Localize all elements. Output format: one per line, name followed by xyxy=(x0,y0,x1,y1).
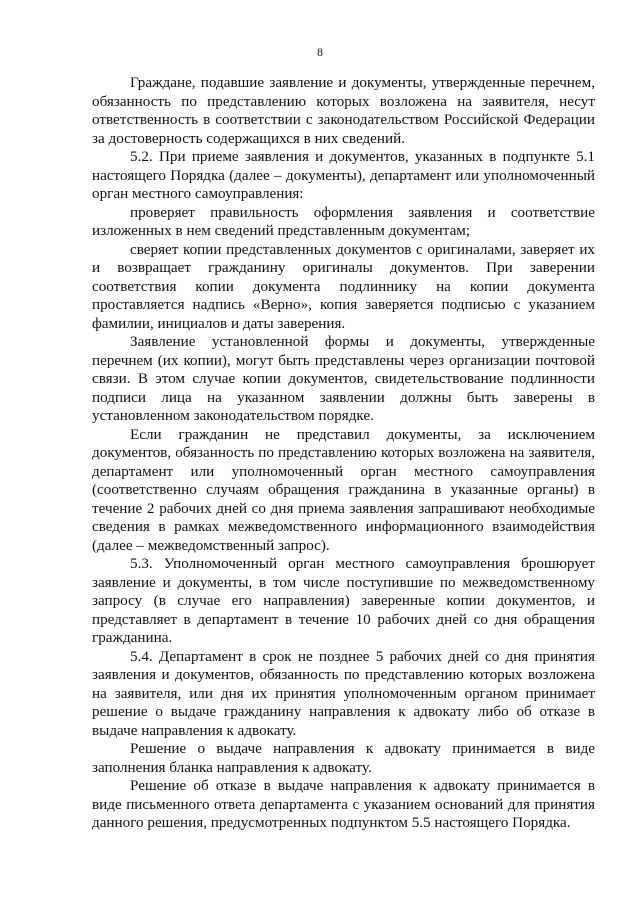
paragraph-postal: Заявление установленной формы и документы, утвержденные перечнем (их копии), могут быть представлены через организации почтовой связи. В этом случае копии документов, свидетельствование подлинности подписи лица на указанном заявлении должны быть заверены в установленном законодательством порядке. xyxy=(92,333,595,424)
paragraph-responsibility: Граждане, подавшие заявление и документы, утвержденные перечнем, обязанность по представлению которых возложена на заявителя, несут ответственность в соответствии с законодательством Российской Федерации за достоверность содержащихся в них сведений. xyxy=(92,74,595,147)
paragraph-5-4: 5.4. Департамент в срок не позднее 5 рабочих дней со дня принятия заявления и документов, обязанность по представлению которых возложена на заявителя, или дня их принятия уполномоченным органом принимает решение о выдаче гражданину направления к адвокату либо об отказе в выдаче направления к адвокату. xyxy=(92,647,595,739)
paragraph-5-3: 5.3. Уполномоченный орган местного самоуправления брошюрует заявление и документы, в том числе поступившие по межведомственному запросу (в случае его направления) заверенные копии документов, и представляет в департамент в течение 10 рабочих дней со дня обращения гражданина. xyxy=(92,555,595,646)
paragraph-interagency-request: Если гражданин не представил документы, за исключением документов, обязанность по представлению которых возложена на заявителя, департамент или уполномоченный орган местного самоуправления (соответственно случаям обращения гражданина в указанные органы) в течение 2 рабочих дней со дня приема заявления запрашивают необходимые сведения в рамках межведомственного информационного взаимодействия (далее – межведомственный запрос). xyxy=(92,425,595,554)
paragraph-verification: проверяет правильность оформления заявления и соответствие изложенных в нем сведений представленным документам; xyxy=(92,203,595,239)
document-body xyxy=(92,74,595,833)
paragraph-5-2: 5.2. При приеме заявления и документов, указанных в подпункте 5.1 настоящего Порядка (далее – документы), департамент или уполномоченный орган местного самоуправления: xyxy=(92,148,595,202)
paragraph-issue-decision: Решение о выдаче направления к адвокату принимается в виде заполнения бланка направления к адвокату. xyxy=(92,740,595,776)
page-number: 8 xyxy=(317,45,323,59)
paragraph-copy-check: сверяет копии представленных документов с оригиналами, заверяет их и возвращает гражданину оригиналы документов. При заверении соответствия копии документа подлиннику на копии документа проставляется надпись «Верно», копия заверяется подписью с указанием фамилии, инициалов и даты заверения. xyxy=(92,240,595,332)
paragraph-refusal-decision: Решение об отказе в выдаче направления к адвокату принимается в виде письменного ответа департамента с указанием оснований для принятия данного решения, предусмотренных подпунктом 5.5 настоящего Порядка. xyxy=(92,777,595,831)
